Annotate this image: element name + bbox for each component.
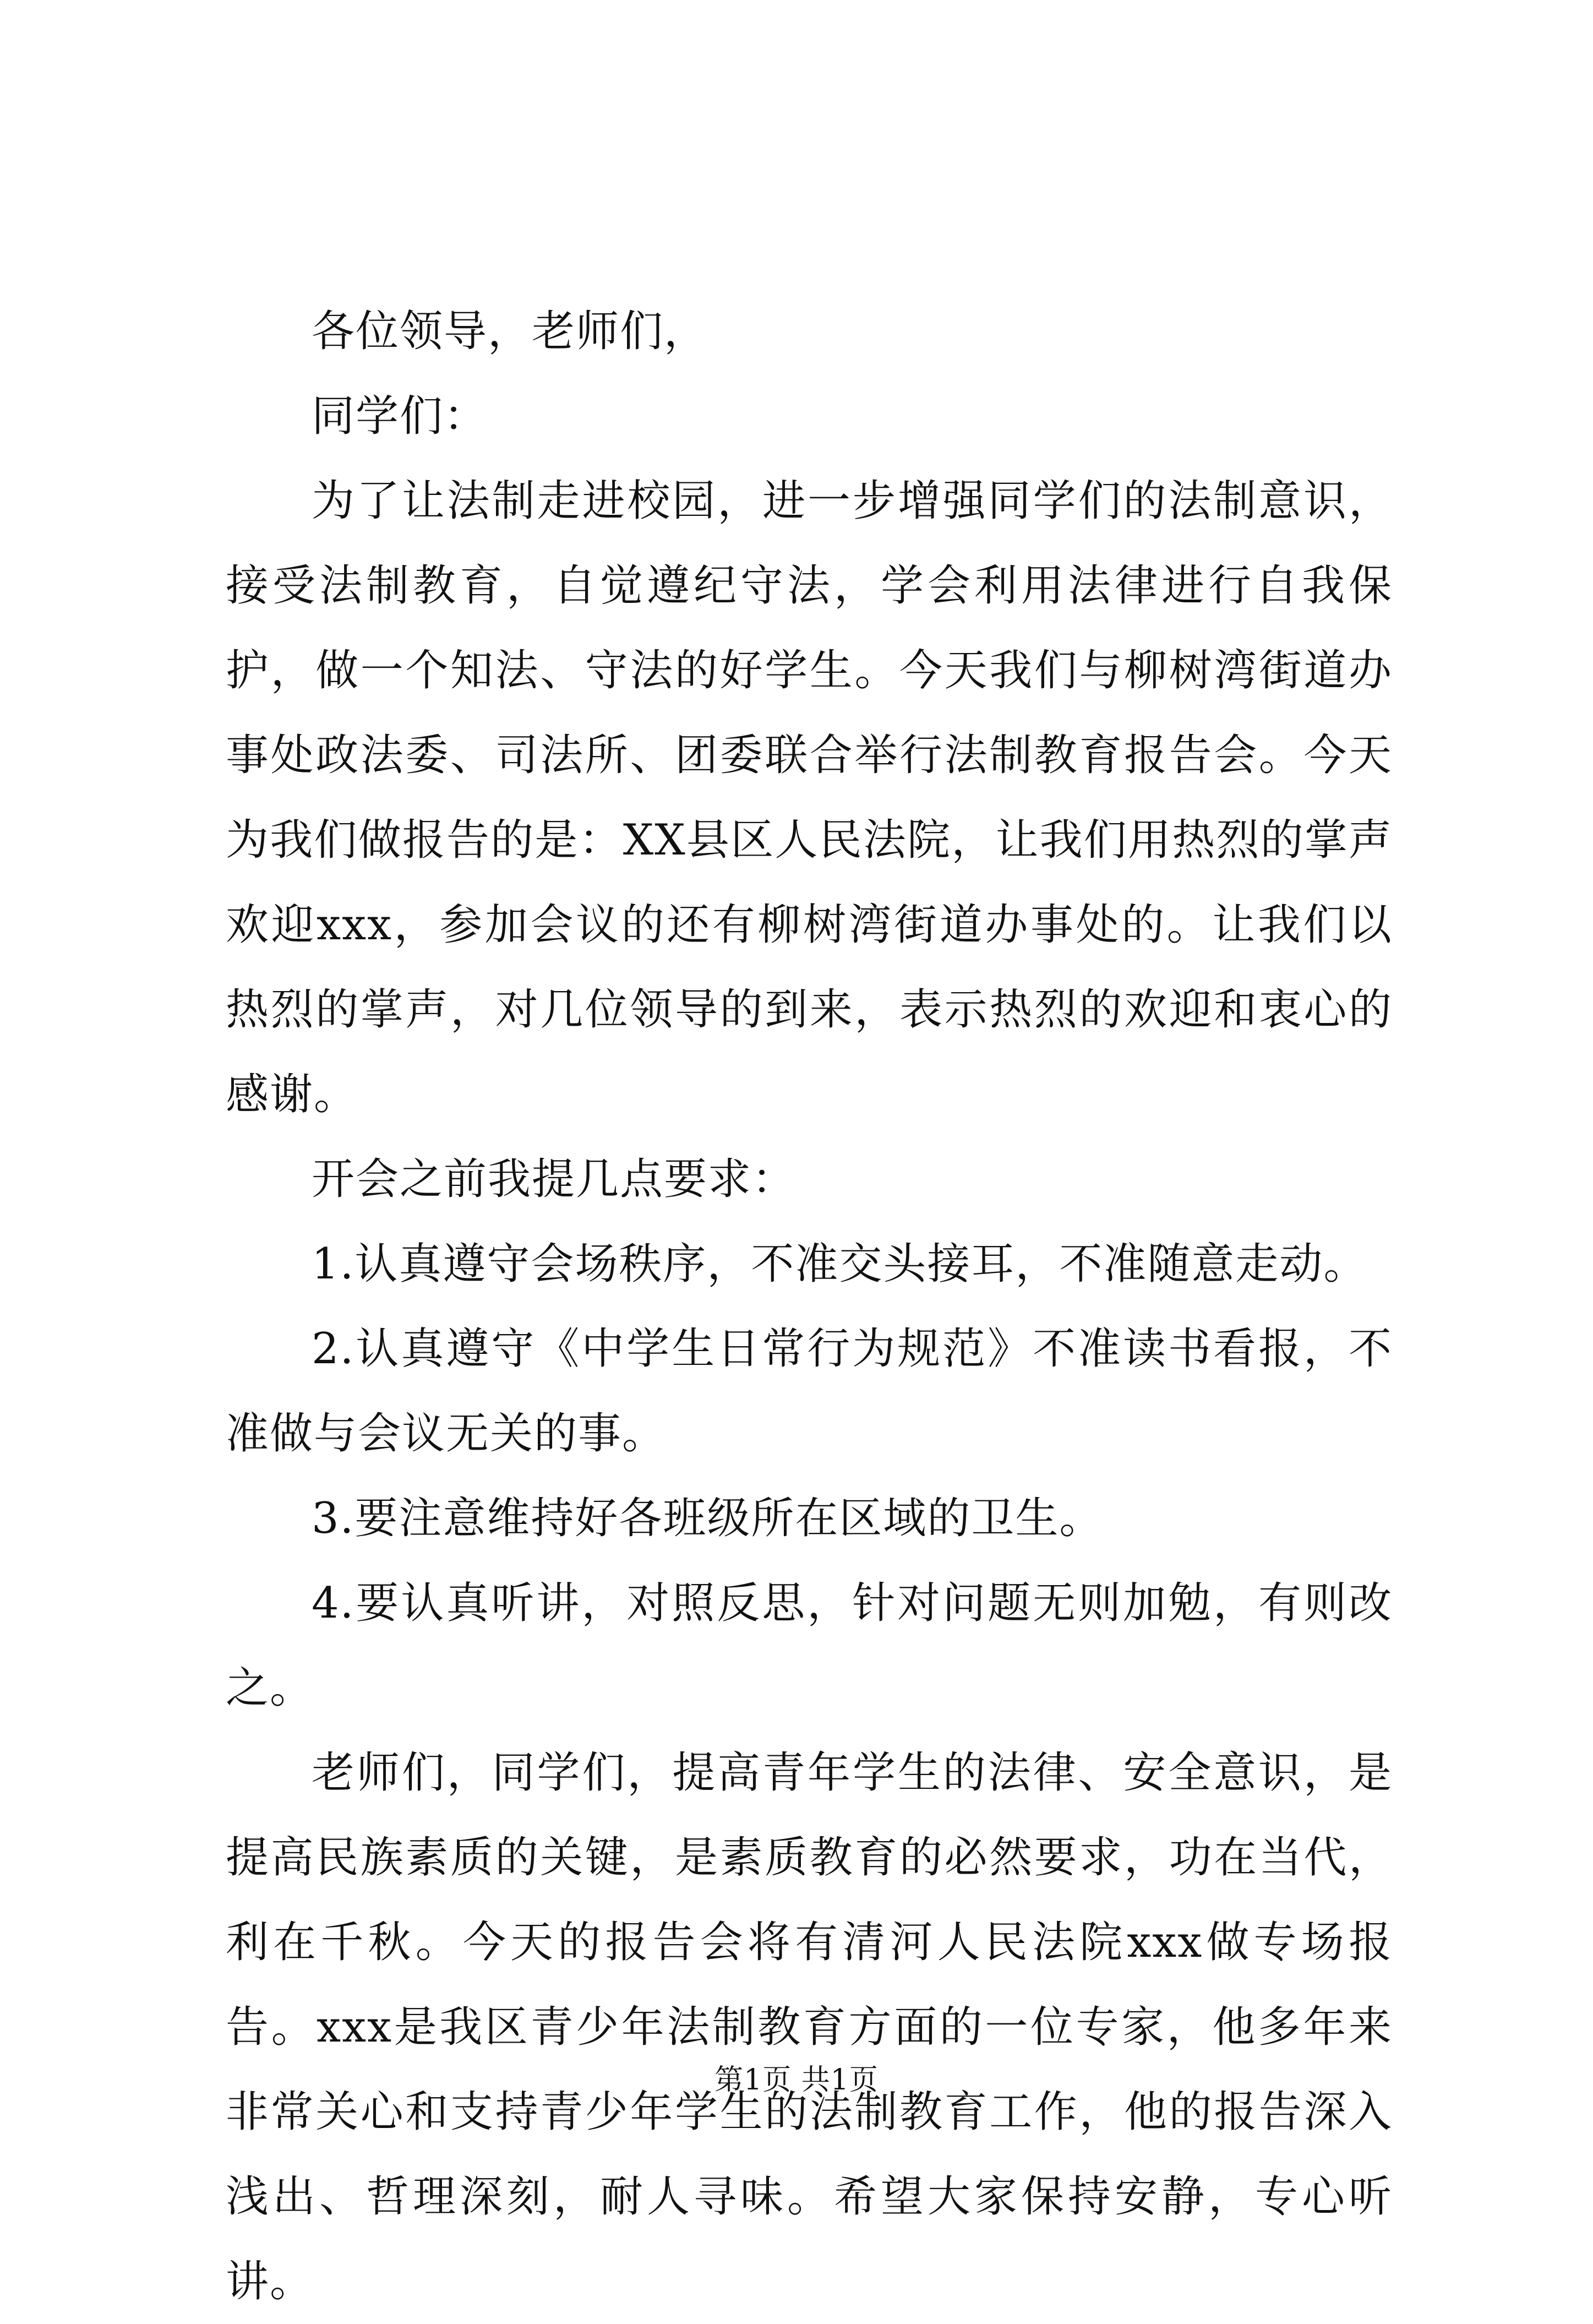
document-body <box>226 289 1393 2324</box>
requirement-item-3: 3.要注意维持好各班级所在区域的卫生。 <box>312 1494 1104 1543</box>
requirement-item-2: 2.认真遵守《中学生日常行为规范》不准读书看报，不准做与会议无关的事。 <box>226 1324 1393 1458</box>
salutation-students: 同学们： <box>312 391 488 441</box>
salutation-leaders: 各位领导，老师们， <box>312 307 708 356</box>
page-number-footer: 第1页 共1页 <box>714 2064 879 2097</box>
requirement-item-1: 1.认真遵守会场秩序，不准交头接耳，不准随意走动。 <box>312 1239 1368 1289</box>
requirement-item-4: 4.要认真听讲，对照反思，针对问题无则加勉，有则改之。 <box>226 1579 1393 1713</box>
opening-paragraph: 为了让法制走进校园，进一步增强同学们的法制意识，接受法制教育，自觉遵纪守法，学会利用法律进行自我保护，做一个知法、守法的好学生。今天我们与柳树湾街道办事处政法委、司法所、团委联合举行法制教育报告会。今天为我们做报告的是：XX县区人民法院，让我们用热烈的掌声欢迎xxx，参加会议的还有柳树湾街道办事处的。让我们以热烈的掌声，对几位领导的到来，表示热烈的欢迎和衷心的感谢。 <box>226 476 1393 1119</box>
requirements-intro: 开会之前我提几点要求： <box>312 1155 796 1204</box>
closing-paragraph: 老师们，同学们，提高青年学生的法律、安全意识，是提高民族素质的关键，是素质教育的必然要求，功在当代，利在千秋。今天的报告会将有清河人民法院xxx做专场报告。xxx是我区青少年法制教育方面的一位专家，他多年来非常关心和支持青少年学生的法制教育工作，他的报告深入浅出、哲理深刻，耐人寻味。希望大家保持安静，专心听讲。 <box>226 1748 1393 2306</box>
